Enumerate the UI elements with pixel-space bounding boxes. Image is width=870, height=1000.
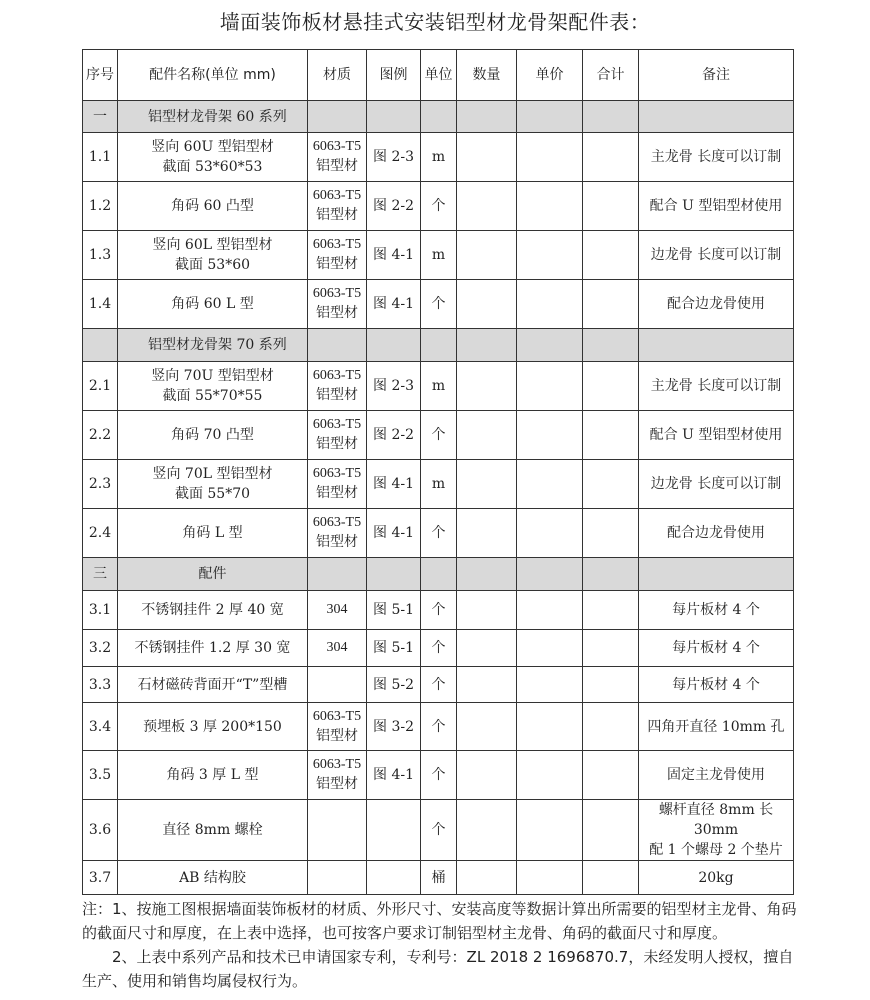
item-name [118, 630, 308, 667]
item-figure [367, 800, 421, 861]
item-name-line: 竖向 70L 型铝型材 [152, 466, 273, 482]
table-row [83, 630, 794, 667]
item-name-line: 竖向 60L 型铝型材 [152, 237, 273, 253]
item-name-line: 截面 55*70*55 [162, 388, 263, 404]
item-price [517, 509, 583, 558]
header-figure: 图例 [367, 50, 421, 101]
item-qty [457, 591, 517, 630]
item-remark [639, 861, 794, 895]
header-total: 合计 [583, 50, 639, 101]
item-total [583, 280, 639, 329]
item-total [583, 800, 639, 861]
item-name [118, 591, 308, 630]
table-row [83, 133, 794, 182]
item-unit: m [421, 133, 457, 182]
item-total [583, 509, 639, 558]
item-material-line: 6063-T5 [312, 368, 362, 383]
item-remark-line: 配合边龙骨使用 [667, 525, 765, 541]
item-number: 2.3 [83, 460, 118, 509]
item-price [517, 703, 583, 751]
parts-table [82, 49, 794, 895]
item-name-line: 角码 L 型 [182, 525, 243, 541]
item-number: 3.4 [83, 703, 118, 751]
item-material-line: 铝型材 [316, 159, 358, 174]
item-name [118, 182, 308, 231]
item-material-line: 铝型材 [316, 388, 358, 403]
table-row [83, 362, 794, 411]
item-number: 3.1 [83, 591, 118, 630]
table-header-row [83, 50, 794, 101]
table-row [83, 751, 794, 800]
header-qty: 数量 [457, 50, 517, 101]
item-price [517, 751, 583, 800]
empty-cell [639, 101, 794, 133]
content [82, 49, 797, 993]
item-qty [457, 703, 517, 751]
item-total [583, 362, 639, 411]
item-name-line: 截面 53*60*53 [162, 159, 263, 175]
item-material-line: 6063-T5 [312, 188, 362, 203]
item-material [308, 630, 367, 667]
item-number: 3.7 [83, 861, 118, 895]
item-material-line: 铝型材 [316, 306, 358, 321]
item-remark-line: 螺杆直径 8mm 长 30mm [658, 802, 774, 838]
item-remark [639, 231, 794, 280]
table-row [83, 411, 794, 460]
table-row [83, 460, 794, 509]
item-remark [639, 800, 794, 861]
item-unit: 个 [421, 630, 457, 667]
item-material-line: 6063-T5 [312, 286, 362, 301]
item-material-line: 6063-T5 [312, 757, 362, 772]
header-price: 单价 [517, 50, 583, 101]
item-remark [639, 411, 794, 460]
header-name: 配件名称(单位 mm) [118, 50, 308, 101]
item-unit: m [421, 362, 457, 411]
table-row [83, 703, 794, 751]
section-row [83, 101, 794, 133]
item-unit: 个 [421, 182, 457, 231]
item-unit: 个 [421, 751, 457, 800]
item-remark [639, 133, 794, 182]
item-material-line: 铝型材 [316, 728, 358, 744]
item-remark [639, 362, 794, 411]
item-name-line: 不锈钢挂件 2 厚 40 宽 [141, 602, 284, 618]
section-title: 铝型材龙骨架 60 系列 [118, 101, 308, 133]
item-price [517, 182, 583, 231]
item-name [118, 362, 308, 411]
item-unit: 个 [421, 280, 457, 329]
item-name-line: 竖向 70U 型铝型材 [151, 368, 274, 384]
section-number: 三 [83, 558, 118, 591]
item-price [517, 231, 583, 280]
item-unit: 个 [421, 509, 457, 558]
item-material [308, 133, 367, 182]
item-material-line: 铝型材 [316, 257, 358, 272]
item-number: 1.2 [83, 182, 118, 231]
item-number: 1.3 [83, 231, 118, 280]
item-material-line: 6063-T5 [312, 139, 362, 154]
section-number [83, 329, 118, 362]
item-material-line: 6063-T5 [312, 708, 362, 724]
item-remark-line: 四角开直径 10mm 孔 [647, 718, 785, 735]
item-number: 1.1 [83, 133, 118, 182]
item-name [118, 280, 308, 329]
item-unit: 个 [421, 667, 457, 703]
table-row [83, 591, 794, 630]
table-row [83, 280, 794, 329]
empty-cell [639, 558, 794, 591]
item-figure [367, 861, 421, 895]
item-material [308, 411, 367, 460]
item-figure: 图 5-1 [367, 591, 421, 630]
item-remark-line: 每片板材 4 个 [672, 676, 760, 693]
item-remark-line: 20kg [698, 869, 734, 886]
item-qty [457, 509, 517, 558]
note-1: 注：1、按施工图根据墙面装饰板材的材质、外形尺寸、安装高度等数据计算出所需要的铝型材主龙骨、角码的截面尺寸和厚度，在上表中选择，也可按客户要求订制铝型材主龙骨、角码的截面尺寸和厚度。 [82, 900, 797, 942]
item-remark [639, 630, 794, 667]
empty-cell [639, 329, 794, 362]
item-total [583, 630, 639, 667]
item-name-line: 竖向 60U 型铝型材 [151, 139, 274, 155]
item-material-line: 6063-T5 [312, 417, 362, 432]
item-qty [457, 280, 517, 329]
item-number: 1.4 [83, 280, 118, 329]
empty-cell [308, 329, 367, 362]
table-row [83, 509, 794, 558]
notes [82, 897, 797, 993]
table-row [83, 182, 794, 231]
table-row [83, 667, 794, 703]
empty-cell [367, 101, 421, 133]
item-price [517, 460, 583, 509]
item-figure: 图 3-2 [367, 703, 421, 751]
item-number: 3.5 [83, 751, 118, 800]
empty-cell [583, 101, 639, 133]
item-figure: 图 4-1 [367, 460, 421, 509]
item-remark-line: 边龙骨 长度可以订制 [650, 476, 782, 492]
item-remark-line: 主龙骨 长度可以订制 [650, 149, 782, 165]
item-price [517, 133, 583, 182]
header-unit: 单位 [421, 50, 457, 101]
item-name-line: 石材磁砖背面开“T”型槽 [137, 676, 288, 693]
item-qty [457, 460, 517, 509]
section-number: 一 [83, 101, 118, 133]
empty-cell [457, 558, 517, 591]
item-remark-line: 配合 U 型铝型材使用 [649, 427, 783, 443]
item-material-line: 6063-T5 [312, 466, 362, 481]
item-total [583, 703, 639, 751]
item-name-line: 预埋板 3 厚 200*150 [143, 718, 282, 735]
item-name [118, 133, 308, 182]
item-remark-line: 固定主龙骨使用 [667, 767, 765, 783]
item-name [118, 667, 308, 703]
item-material-line: 304 [326, 602, 348, 617]
empty-cell [308, 101, 367, 133]
item-qty [457, 667, 517, 703]
item-figure: 图 4-1 [367, 280, 421, 329]
empty-cell [517, 329, 583, 362]
empty-cell [421, 101, 457, 133]
item-unit: m [421, 231, 457, 280]
item-total [583, 411, 639, 460]
item-name [118, 411, 308, 460]
item-material [308, 591, 367, 630]
header-no: 序号 [83, 50, 118, 101]
item-material [308, 280, 367, 329]
item-total [583, 591, 639, 630]
item-name-line: AB 结构胶 [179, 869, 246, 886]
item-price [517, 861, 583, 895]
item-name [118, 751, 308, 800]
table-row [83, 800, 794, 861]
item-material-line: 铝型材 [316, 777, 358, 792]
item-material [308, 861, 367, 895]
item-remark-line: 每片板材 4 个 [672, 602, 760, 618]
item-remark [639, 182, 794, 231]
item-unit: m [421, 460, 457, 509]
item-material [308, 231, 367, 280]
item-material-line: 铝型材 [316, 486, 358, 501]
item-name-line: 角码 3 厚 L 型 [166, 767, 259, 783]
section-row [83, 558, 794, 591]
item-remark [639, 591, 794, 630]
item-material [308, 362, 367, 411]
empty-cell [457, 101, 517, 133]
item-total [583, 231, 639, 280]
item-name [118, 861, 308, 895]
item-figure: 图 2-3 [367, 133, 421, 182]
item-total [583, 861, 639, 895]
item-material-line: 304 [326, 640, 348, 655]
item-qty [457, 231, 517, 280]
item-figure: 图 5-2 [367, 667, 421, 703]
item-material [308, 182, 367, 231]
item-unit: 个 [421, 591, 457, 630]
empty-cell [421, 329, 457, 362]
item-material [308, 460, 367, 509]
item-name-line: 截面 55*70 [174, 486, 251, 502]
item-name-line: 直径 8mm 螺栓 [162, 822, 263, 838]
item-price [517, 411, 583, 460]
item-name-line: 角码 70 凸型 [171, 427, 254, 443]
item-figure: 图 4-1 [367, 231, 421, 280]
item-name [118, 460, 308, 509]
item-figure: 图 4-1 [367, 751, 421, 800]
item-price [517, 667, 583, 703]
header-material: 材质 [308, 50, 367, 101]
item-qty [457, 133, 517, 182]
empty-cell [583, 558, 639, 591]
document-title: 墙面装饰板材悬挂式安装铝型材龙骨架配件表： [219, 10, 651, 34]
item-remark-line: 主龙骨 长度可以订制 [650, 378, 782, 394]
item-figure: 图 2-2 [367, 411, 421, 460]
item-unit: 个 [421, 411, 457, 460]
item-name-line: 角码 60 L 型 [171, 296, 254, 312]
item-qty [457, 411, 517, 460]
header-remark: 备注 [639, 50, 794, 101]
item-name [118, 800, 308, 861]
item-qty [457, 630, 517, 667]
item-figure: 图 2-2 [367, 182, 421, 231]
item-name [118, 703, 308, 751]
empty-cell [517, 101, 583, 133]
item-material [308, 667, 367, 703]
item-remark-line: 配合边龙骨使用 [667, 296, 765, 312]
item-price [517, 280, 583, 329]
empty-cell [517, 558, 583, 591]
empty-cell [421, 558, 457, 591]
item-remark [639, 667, 794, 703]
empty-cell [367, 558, 421, 591]
item-unit: 个 [421, 703, 457, 751]
item-name-line: 不锈钢挂件 1.2 厚 30 宽 [134, 640, 291, 656]
item-qty [457, 362, 517, 411]
item-number: 2.1 [83, 362, 118, 411]
item-price [517, 630, 583, 667]
empty-cell [583, 329, 639, 362]
table-row [83, 861, 794, 895]
item-total [583, 460, 639, 509]
item-total [583, 182, 639, 231]
item-material-line: 铝型材 [316, 535, 358, 550]
item-qty [457, 861, 517, 895]
item-material [308, 800, 367, 861]
empty-cell [308, 558, 367, 591]
section-row [83, 329, 794, 362]
item-price [517, 800, 583, 861]
item-material-line: 6063-T5 [312, 515, 362, 530]
item-remark [639, 460, 794, 509]
item-figure: 图 5-1 [367, 630, 421, 667]
item-material-line: 6063-T5 [312, 237, 362, 252]
note-2: 2、上表中系列产品和技术已申请国家专利，专利号：ZL 2018 2 1696870.7，未经发明人授权，擅自生产、使用和销售均属侵权行为。 [82, 948, 794, 990]
item-name-line: 角码 60 凸型 [171, 198, 254, 214]
item-remark-line: 配合 U 型铝型材使用 [649, 198, 783, 214]
item-unit: 桶 [421, 861, 457, 895]
item-material [308, 509, 367, 558]
item-name [118, 231, 308, 280]
section-title: 配件 [118, 558, 308, 591]
item-figure: 图 4-1 [367, 509, 421, 558]
item-remark [639, 280, 794, 329]
item-figure: 图 2-3 [367, 362, 421, 411]
empty-cell [457, 329, 517, 362]
item-name [118, 509, 308, 558]
item-name-line: 截面 53*60 [174, 257, 251, 273]
item-total [583, 667, 639, 703]
item-material [308, 703, 367, 751]
item-qty [457, 182, 517, 231]
item-qty [457, 751, 517, 800]
item-remark [639, 509, 794, 558]
item-remark [639, 703, 794, 751]
item-remark-line: 配 1 个螺母 2 个垫片 [649, 842, 783, 858]
item-material [308, 751, 367, 800]
item-price [517, 362, 583, 411]
item-number: 2.2 [83, 411, 118, 460]
item-remark [639, 751, 794, 800]
item-unit: 个 [421, 800, 457, 861]
item-qty [457, 800, 517, 861]
item-number: 3.6 [83, 800, 118, 861]
item-price [517, 591, 583, 630]
item-number: 2.4 [83, 509, 118, 558]
item-total [583, 133, 639, 182]
item-remark-line: 边龙骨 长度可以订制 [650, 247, 782, 263]
empty-cell [367, 329, 421, 362]
item-total [583, 751, 639, 800]
section-title: 铝型材龙骨架 70 系列 [118, 329, 308, 362]
item-number: 3.2 [83, 630, 118, 667]
table-row [83, 231, 794, 280]
item-remark-line: 每片板材 4 个 [672, 640, 760, 656]
item-number: 3.3 [83, 667, 118, 703]
item-material-line: 铝型材 [316, 208, 358, 223]
item-material-line: 铝型材 [316, 437, 358, 452]
